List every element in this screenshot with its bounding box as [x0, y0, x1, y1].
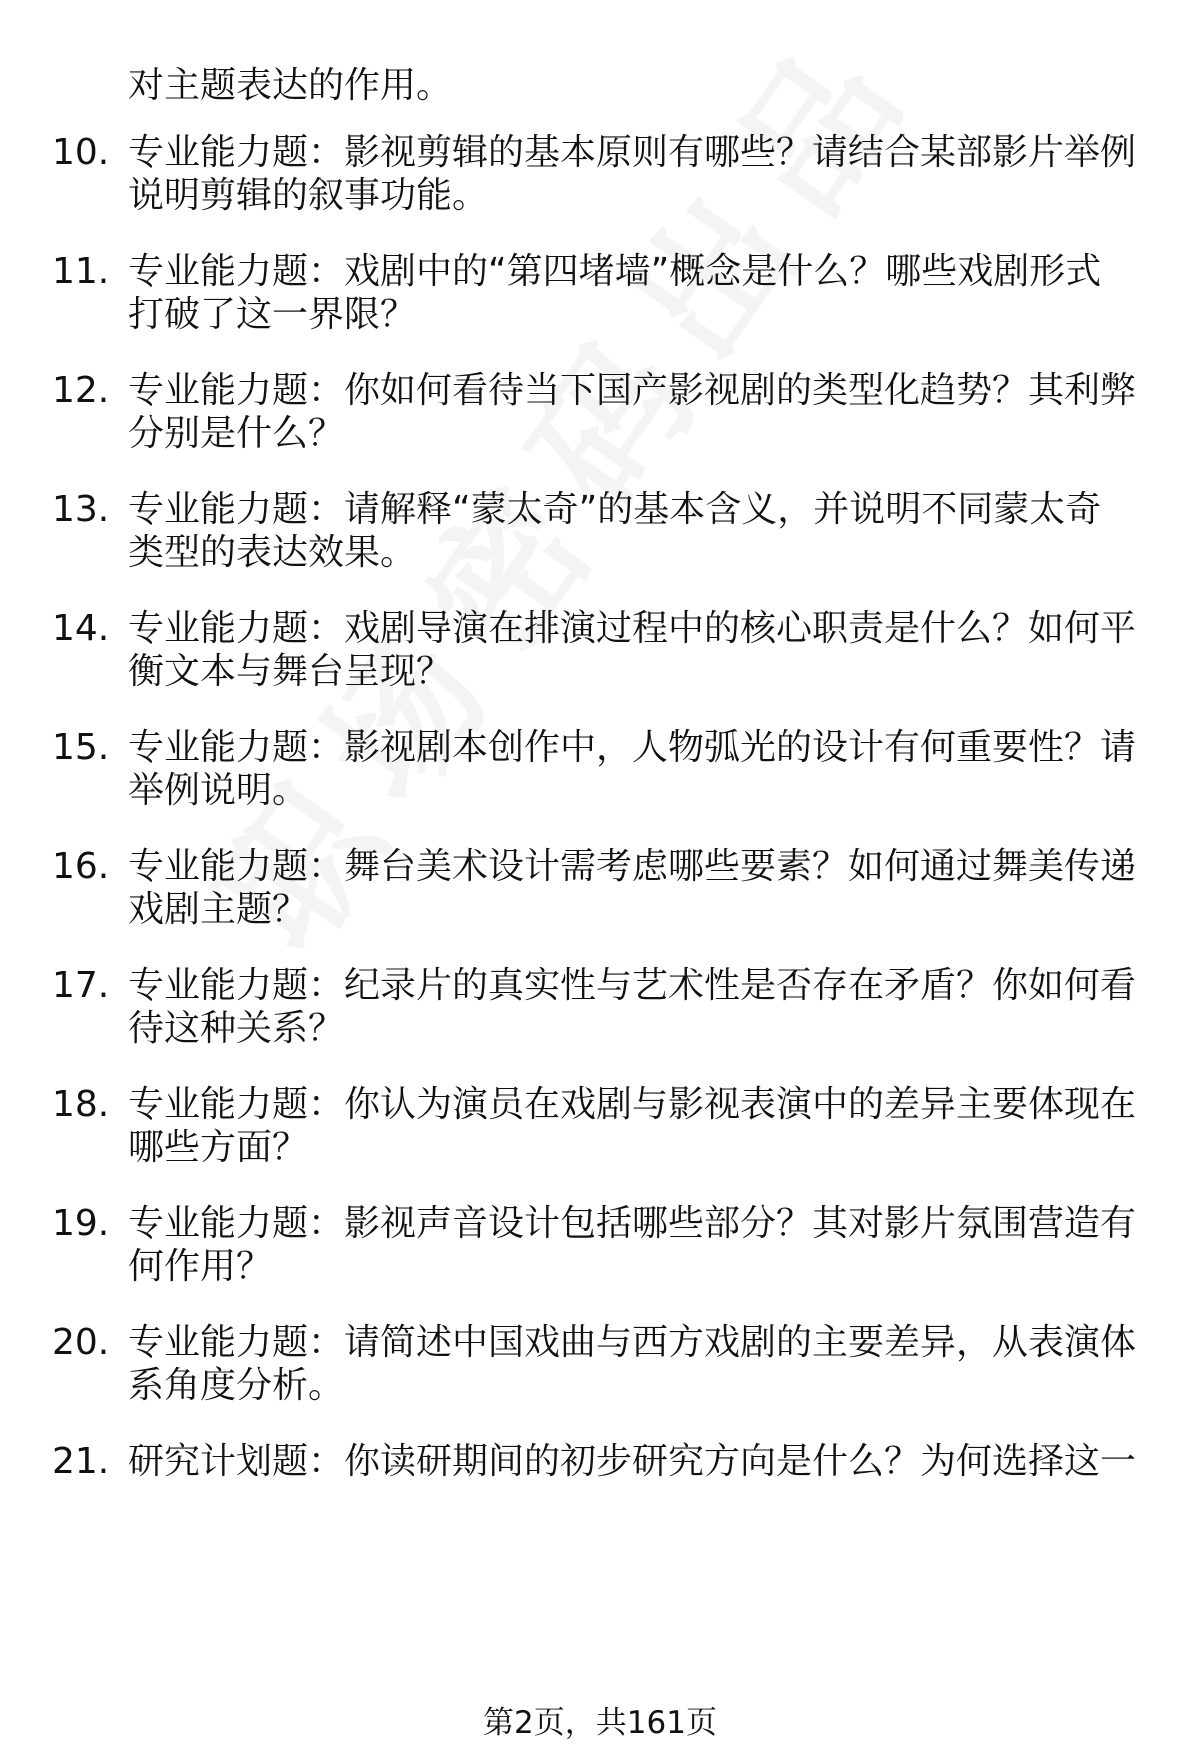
question-text-line2: 说明剪辑的叙事功能。	[128, 175, 489, 216]
question-text-line1: 研究计划题：你读研期间的初步研究方向是什么？为何选择这一	[128, 1441, 1137, 1482]
question-text-line1: 专业能力题：戏剧导演在排演过程中的核心职责是什么？如何平	[128, 608, 1137, 649]
question-number: 16.	[52, 846, 110, 887]
question-text-line2: 何作用？	[128, 1246, 273, 1287]
question-text-line1: 专业能力题：请简述中国戏曲与西方戏剧的主要差异，从表演体	[128, 1322, 1137, 1363]
question-text-line2: 举例说明。	[128, 770, 309, 811]
page-footer: 第2页，共161页	[483, 1705, 717, 1741]
question-text-line1: 专业能力题：影视剪辑的基本原则有哪些？请结合某部影片举例	[128, 132, 1137, 173]
question-number: 11.	[52, 251, 110, 292]
question-number: 10.	[52, 132, 110, 173]
question-number: 20.	[52, 1322, 110, 1363]
question-text-line2: 哪些方面？	[128, 1127, 309, 1168]
question-number: 17.	[52, 965, 110, 1006]
question-number: 18.	[52, 1084, 110, 1125]
question-text-line1: 专业能力题：影视声音设计包括哪些部分？其对影片氛围营造有	[128, 1203, 1137, 1244]
question-text-line2: 衡文本与舞台呈现？	[128, 651, 453, 692]
question-text-line2: 分别是什么？	[128, 413, 345, 454]
question-text-line1: 专业能力题：你如何看待当下国产影视剧的类型化趋势？其利弊	[128, 370, 1137, 411]
question-text-line2: 戏剧主题？	[128, 889, 309, 930]
question-text-line1: 专业能力题：舞台美术设计需考虑哪些要素？如何通过舞美传递	[128, 846, 1137, 887]
question-number: 13.	[52, 489, 110, 530]
question-text-line2: 待这种关系？	[128, 1008, 345, 1049]
question-text-line2: 系角度分析。	[128, 1365, 345, 1406]
question-number: 21.	[52, 1441, 110, 1482]
question-number: 12.	[52, 370, 110, 411]
question-number: 19.	[52, 1203, 110, 1244]
question-text-line1: 专业能力题：请解释“蒙太奇”的基本含义，并说明不同蒙太奇	[128, 489, 1102, 530]
question-text-line2: 类型的表达效果。	[128, 532, 417, 573]
question-text-line1: 专业能力题：影视剧本创作中，人物弧光的设计有何重要性？请	[128, 727, 1137, 768]
question-text-line1: 专业能力题：纪录片的真实性与艺术性是否存在矛盾？你如何看	[128, 965, 1137, 1006]
question-text-line1: 专业能力题：你认为演员在戏剧与影视表演中的差异主要体现在	[128, 1084, 1137, 1125]
question-text-line2: 打破了这一界限？	[128, 294, 417, 335]
question-number: 15.	[52, 727, 110, 768]
continued-line: 对主题表达的作用。	[128, 65, 453, 106]
question-text-line1: 专业能力题：戏剧中的“第四堵墙”概念是什么？哪些戏剧形式	[128, 251, 1102, 292]
question-number: 14.	[52, 608, 110, 649]
